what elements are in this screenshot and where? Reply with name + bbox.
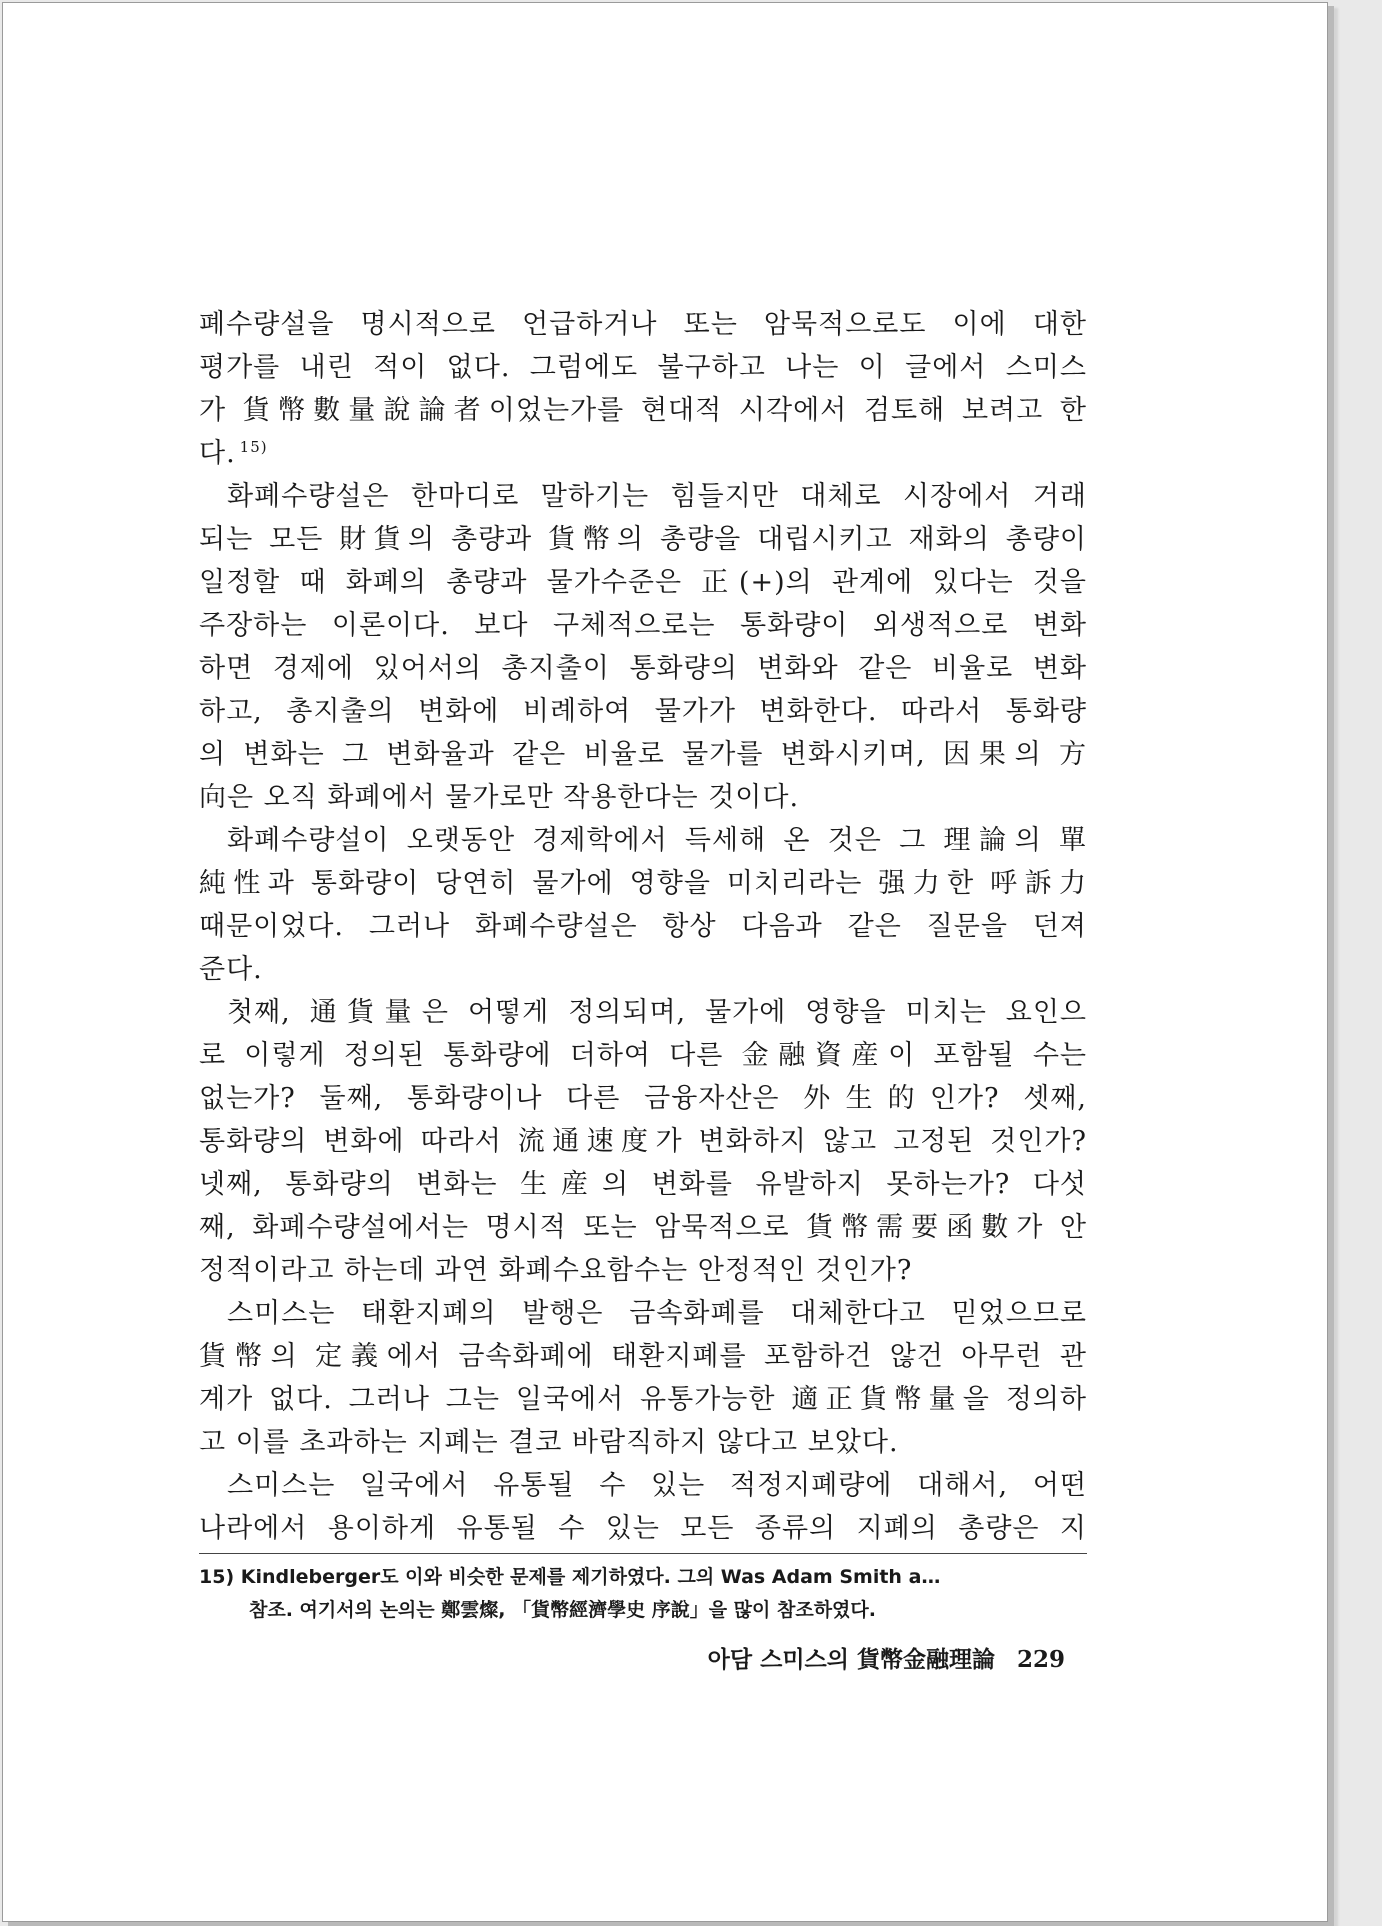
body-text — [199, 303, 1087, 1550]
running-footer — [199, 1641, 1065, 1674]
text-line: 가 貨幣數量說論者이었는가를 현대적 시각에서 검토해 보려고 한 — [199, 395, 1087, 426]
page-number: 229 — [1016, 1646, 1065, 1673]
text-line: 째, 화폐수량설에서는 명시적 또는 암묵적으로 貨幣需要函數가 안 — [199, 1212, 1087, 1243]
text-line: 스미스는 태환지폐의 발행은 금속화폐를 대체한다고 믿었으므로 — [227, 1298, 1087, 1329]
text-line: 주장하는 이론이다. 보다 구체적으로는 통화량이 외생적으로 변화 — [199, 610, 1087, 641]
text-line: 폐수량설을 명시적으로 언급하거나 또는 암묵적으로도 이에 대한 — [199, 309, 1087, 340]
text-line: 없는가? 둘째, 통화량이나 다른 금융자산은 外生的인가? 셋째, — [199, 1083, 1087, 1114]
text-line: 의 변화는 그 변화율과 같은 비율로 물가를 변화시키며, 因果의 方 — [199, 739, 1087, 770]
text-line: 화폐수량설은 한마디로 말하기는 힘들지만 대체로 시장에서 거래 — [227, 481, 1087, 512]
text-line: 통화량의 변화에 따라서 流通速度가 변화하지 않고 고정된 것인가? — [199, 1126, 1087, 1157]
text-line: 되는 모든 財貨의 총량과 貨幣의 총량을 대립시키고 재화의 총량이 — [199, 524, 1087, 555]
text-line: 계가 없다. 그러나 그는 일국에서 유통가능한 適正貨幣量을 정의하 — [199, 1384, 1087, 1415]
text-line: 정적이라고 하는데 과연 화폐수요함수는 안정적인 것인가? — [199, 1255, 913, 1286]
text-line: 고 이를 초과하는 지폐는 결코 바람직하지 않다고 보았다. — [199, 1427, 899, 1458]
footnote-reference[interactable]: 15) — [239, 438, 268, 456]
footnote-line: 참조. 여기서의 논의는 鄭雲燦, 「貨幣經濟學史 序說」을 많이 참조하였다. — [249, 1599, 876, 1621]
text-line: 純性과 통화량이 당연히 물가에 영향을 미치리라는 强力한 呼訴力 — [199, 868, 1087, 899]
text-line-with-footnote — [199, 432, 1087, 475]
text-line: 나라에서 용이하게 유통될 수 있는 모든 종류의 지폐의 총량은 지 — [199, 1513, 1087, 1544]
text-line: 첫째, 通貨量은 어떻게 정의되며, 물가에 영향을 미치는 요인으 — [227, 997, 1087, 1028]
text-line: 貨幣의 定義에서 금속화폐에 태환지폐를 포함하건 않건 아무런 관 — [199, 1341, 1087, 1372]
text-line: 넷째, 통화량의 변화는 生産의 변화를 유발하지 못하는가? 다섯 — [199, 1169, 1087, 1200]
text-line: 평가를 내린 적이 없다. 그럼에도 불구하고 나는 이 글에서 스미스 — [199, 352, 1087, 383]
footnote-line: 15) Kindleberger도 이와 비슷한 문제를 제기하였다. 그의 Was Adam Smith a… — [199, 1566, 941, 1588]
text-line: 일정할 때 화폐의 총량과 물가수준은 正(+)의 관계에 있다는 것을 — [199, 567, 1087, 598]
footnote-divider — [199, 1553, 1087, 1554]
text-line: 하면 경제에 있어서의 총지출이 통화량의 변화와 같은 비율로 변화 — [199, 653, 1087, 684]
running-title: 아담 스미스의 貨幣金融理論 — [707, 1646, 995, 1673]
document-page — [2, 2, 1328, 1922]
text-fragment: 다. — [199, 438, 236, 469]
text-line: 때문이었다. 그러나 화폐수량설은 항상 다음과 같은 질문을 던져 — [199, 911, 1087, 942]
text-line: 준다. — [199, 954, 263, 985]
text-line: 스미스는 일국에서 유통될 수 있는 적정지폐량에 대해서, 어떤 — [227, 1470, 1087, 1501]
text-line: 화폐수량설이 오랫동안 경제학에서 득세해 온 것은 그 理論의 單 — [227, 825, 1087, 856]
text-line: 하고, 총지출의 변화에 비례하여 물가가 변화한다. 따라서 통화량 — [199, 696, 1087, 727]
footnotes — [199, 1561, 1087, 1627]
text-line: 向은 오직 화폐에서 물가로만 작용한다는 것이다. — [199, 782, 800, 813]
text-line: 로 이렇게 정의된 통화량에 더하여 다른 金融資産이 포함될 수는 — [199, 1040, 1087, 1071]
